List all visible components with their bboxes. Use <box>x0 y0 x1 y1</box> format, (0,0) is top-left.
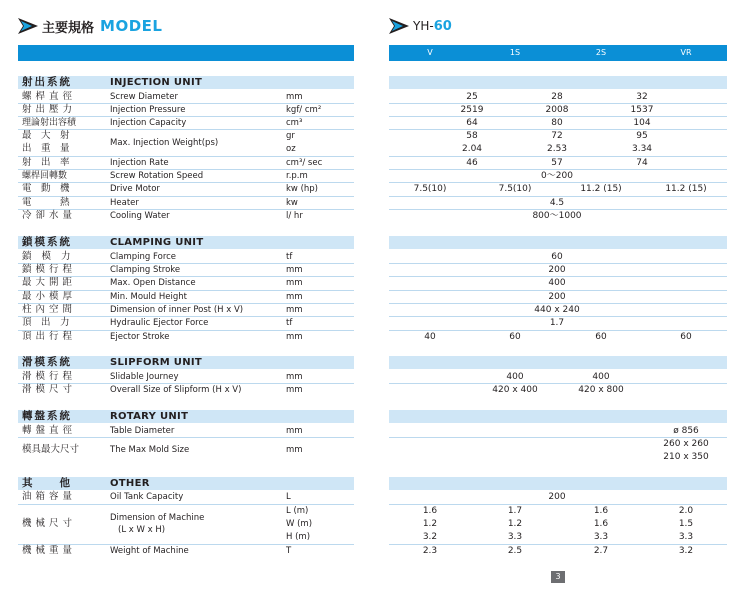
section-title-en: CLAMPING UNIT <box>110 237 204 248</box>
page-header-left <box>18 14 162 38</box>
section-title-cn: 其 他 <box>22 477 72 489</box>
page-header-right <box>389 14 452 38</box>
column-header-1s: 1S <box>509 48 521 57</box>
model-number: 60 <box>433 18 452 34</box>
section-injection <box>18 76 354 89</box>
header-bar-left <box>18 45 354 61</box>
column-header-v: V <box>427 48 433 57</box>
section-title-en: ROTARY UNIT <box>110 411 189 422</box>
page-number: 3 <box>551 571 565 583</box>
page-title-cn: 主要規格 <box>42 20 95 36</box>
section-other <box>18 477 354 490</box>
section-slipform-band <box>389 356 727 369</box>
section-other-band <box>389 477 727 490</box>
section-rotary-band <box>389 410 727 423</box>
arrow-icon <box>389 18 409 34</box>
section-clamping-band <box>389 236 727 249</box>
model-prefix: YH- <box>413 19 434 33</box>
section-title-cn: 滑模系統 <box>22 356 72 368</box>
section-title-en: INJECTION UNIT <box>110 77 203 88</box>
column-header-vr: VR <box>680 48 692 57</box>
section-title-en: SLIPFORM UNIT <box>110 357 203 368</box>
section-title-cn: 射出系統 <box>22 76 72 88</box>
section-title-en: OTHER <box>110 478 150 489</box>
column-header-2s: 2S <box>595 48 607 57</box>
section-title-cn: 轉盤系統 <box>22 410 72 422</box>
section-injection-band <box>389 76 727 89</box>
section-clamping <box>18 236 354 249</box>
page-title-en: MODEL <box>100 17 163 35</box>
arrow-icon <box>18 18 38 34</box>
column-header-bar <box>389 45 727 61</box>
section-title-cn: 鎖模系統 <box>22 236 72 248</box>
section-slipform <box>18 356 354 369</box>
section-rotary <box>18 410 354 423</box>
